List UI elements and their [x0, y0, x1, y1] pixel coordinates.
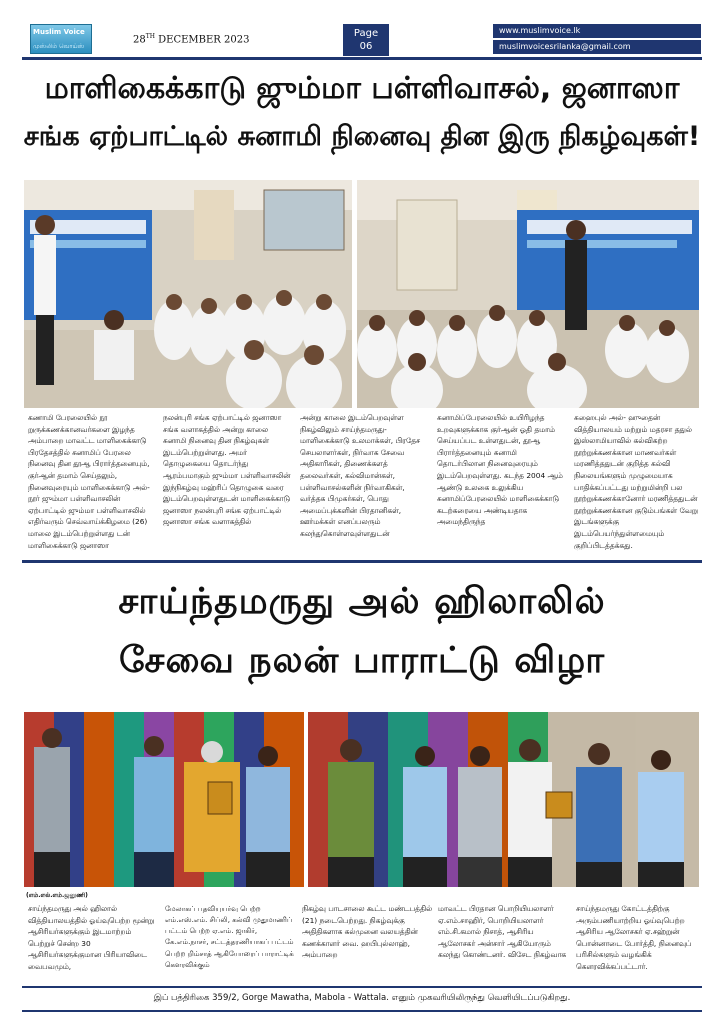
article1-column-2 — [163, 412, 291, 528]
article1-col4-text: சுனாமிப்பேரலையில் உயிரிழந்த உறவுகளுக்காக குர்ஆன் ஓதி தமாம் செய்யப்பட உள்ளதுடன், தூஆ பிரார்த்தனையும் சுனாமி தொடர்பிலான நினைவுரையும் இடம்பெறவுள்ளது. கடந்த 2004 ஆம் ஆண்டு உலகை உலுக்கிய சுனாமிப்பேரலையில் மாளிகைக்காடு கடற்கரையை அண்டியதாக அமைந்திருந்த — [437, 413, 563, 527]
article1-column-4 — [437, 412, 565, 528]
logo-subtitle: முஸ்லிம் வொய்ஸ் — [33, 43, 85, 50]
logo-title: Muslim Voice — [33, 28, 85, 36]
article1-col1-text: கணாமி பேரலையில் நூ றுருக்கணக்கானவர்களை இழந்த அம்பாறை மாவட்ட மாளிகைக்காடு பிரதேசத்தில் சுனாமிப் பேரலை நினைவு தின தூஆ பிரார்த்தனையும், குர்ஆன் தமாம் செய்தலும், நினைவுரையும் மாளிகைக்காடு அல்- நூர் ஜும்மா பள்ளிவாசலின் ஏற்பாட்டில் ஜும்மா பள்ளிவாசலில் எதிர்வரும் செவ்வாய்க்கிழமை (26) மாலை இடம்பெற்றுள்ளது டன் மாளிகைக்காடு ஜனாஸா — [28, 413, 150, 550]
article2-column-3 — [302, 903, 434, 961]
date-month-year: DECEMBER 2023 — [154, 34, 250, 46]
article1-column-3 — [300, 412, 428, 540]
photo-credit: (எம்.எல்.எம்.ஜனுணி) — [26, 892, 88, 899]
article1-photo-right — [357, 180, 699, 408]
article2-col4-text: மாவட்ட பிரதான பொறியியலாளர் ஏ.எம்.சாஹிர், பொறியியலாளர் எம்.சி.கமால் நிசாத், ஆசிரிய ஆலோசகர் அன்சார் ஆகியோரும் கலந்து கொண்டனர். விசேட நிகழ்வாக — [438, 904, 567, 960]
newspaper-logo — [30, 24, 92, 54]
article1-col2-text: நலன்புரி சங்க ஏற்பாட்டில் ஜனாஸா சங்க வளாகத்தில் அன்று காலை சுனாமி நினைவு தின நிகழ்வுகள் இடம்பெற்றுள்ளது. அமர் தொழுகையை தொடர்ந்து ஆரம்பமாகும் ஜும்மா பள்ளிவாசலின் இந்நிகழ்வு மஹ்ரிப் தொழுகை வரை இடம்பெறவுள்ளதுடன் மாளிகைக்காடு ஜனாஸா நலன்புரி சங்க ஏற்பாட்டில் ஜனாஸா சங்க வளாகத்தில் — [163, 413, 291, 527]
article-divider — [22, 560, 702, 563]
website-link[interactable]: www.muslimvoice.lk — [493, 24, 701, 38]
article2-col5-text: சாய்ந்தமருது கோட்டத்திற்கு அரும்பணியாற்றிய ஓய்வுபெற்ற ஆசிரிய ஆலோசகர் ஏ.சஹ்றுன் பொன்னாடை போர்த்தி, நினைவுப் பரிசில்களும் வழங்கிக் கௌரவிக்கப்பட்டார். — [576, 904, 692, 971]
page-number: 06 — [359, 41, 373, 52]
date-day: 28 — [133, 34, 146, 46]
article2-column-4 — [438, 903, 570, 961]
article1-headline-line1: மாளிகைக்காடு ஜும்மா பள்ளிவாசல், ஜனாஸா — [44, 71, 680, 106]
article2-column-1 — [28, 903, 158, 973]
article1-column-5 — [574, 412, 702, 551]
header-divider — [22, 57, 702, 60]
date-suffix: TH — [145, 33, 155, 40]
article2-headline-line2: சேவை நலன் பாராட்டு விழா — [118, 640, 606, 681]
article2-column-5 — [576, 903, 704, 973]
page-label: Page — [353, 28, 379, 39]
article2-col2-text: மேலாகப் பதவியுயர்வு பெற்ற எம்.எஸ்.எம். சிப்லி, கல்வி முதுமாணிப் பட்டம் பெற்ற ஏ.எம். ஜாகிர், கே.எம்.நாசர், சட்டத்தரணியாகப் பட்டம் பெற்ற றிம்சாத் ஆகியோரைப் பாராட்டிக் கௌரவிக்கும் — [165, 904, 294, 969]
article1-headline-line2: சங்க ஏற்பாட்டில் சுனாமி நினைவு தின இரு நிகழ்வுகள்! — [23, 121, 701, 152]
footer-divider-top — [22, 986, 702, 988]
article1-col3-text: அன்று காலை இடம்பெறவுள்ள நிகழ்விலும் சாய்ந்தமருது- மாளிகைக்காடு உலமாக்கள், பிரதேச செயலாளர்கள், நிர்வாக சேவை அதிகாரிகள், திணைக்களத் தலைவர்கள், கல்விமான்கள், பள்ளிவாசல்களின் நிர்வாகிகள், வர்த்தக பிமுகர்கள், பொது அமைப்புக்களின் பிரதானிகள், ஊர்மக்கள் எனப்பலரும் கலந்துகொள்ளவுள்ளதுடன் — [300, 413, 421, 538]
article1-photo-left — [24, 180, 352, 408]
article1-column-1 — [28, 412, 156, 551]
article2-photo-left — [24, 712, 304, 887]
article2-col3-text: நிகழ்வு பாடசாலை கூட்ட மண்டபத்தில் (21) நடைபெற்றது. நிகழ்வுக்கு அதிதிகளாக கல்முனை வலயத்தின் கணக்காளர் வை. ஹபிபுல்லாஹ், அம்பாறை — [302, 904, 433, 960]
issue-date — [133, 33, 249, 45]
article2-photo-right — [308, 712, 699, 887]
page-number-box — [343, 24, 389, 56]
article2-column-2 — [165, 903, 297, 970]
article2-col1-text: சாய்ந்தமருது அல் ஹிலால் வித்தியாலயத்தில் ஓய்வுபெற்ற மூன்று ஆசிரியர்களுக்கும் இடமாற்றம் பெற்றுச் சென்ற 30 ஆசிரியர்களுக்குமான பிரியாவிடை வைபவமும், — [28, 904, 155, 971]
publisher-address: இப் பத்திரிகை 359/2, Gorge Mawatha, Mabola - Wattala. எனும் முகவரியிலிருந்து வெளியிடப்படுகிறது. — [153, 993, 571, 1003]
article2-headline-line1: சாய்ந்தமருது அல் ஹிலாலில் — [118, 581, 606, 622]
article1-col5-text: சுஹைபுல் அல்- ஹுதைன் வித்தியாலயம் மற்றும் மதரசா ததுல் இஸ்லாமியாவில் கல்விகற்ற நூற்றுக்கணக்கான மாணவர்கள் மரணித்ததுடன் குறித்த கல்வி நிலையங்களும் முழுமையாக பாதிக்கப்பட்டது மற்றுமின்றி பல நூற்றுக்கணக்கானோர் மரணித்ததுடன் நூற்றுக்கணக்கான குடும்பங்கள் வேறு இடங்களுக்கு இடம்பெயர்ந்துள்ளமையும் குறிப்பிடத்தக்கது. — [574, 413, 698, 550]
footer-divider-bottom — [22, 1010, 702, 1012]
email-link[interactable]: muslimvoicesrilanka@gmail.com — [493, 40, 701, 54]
